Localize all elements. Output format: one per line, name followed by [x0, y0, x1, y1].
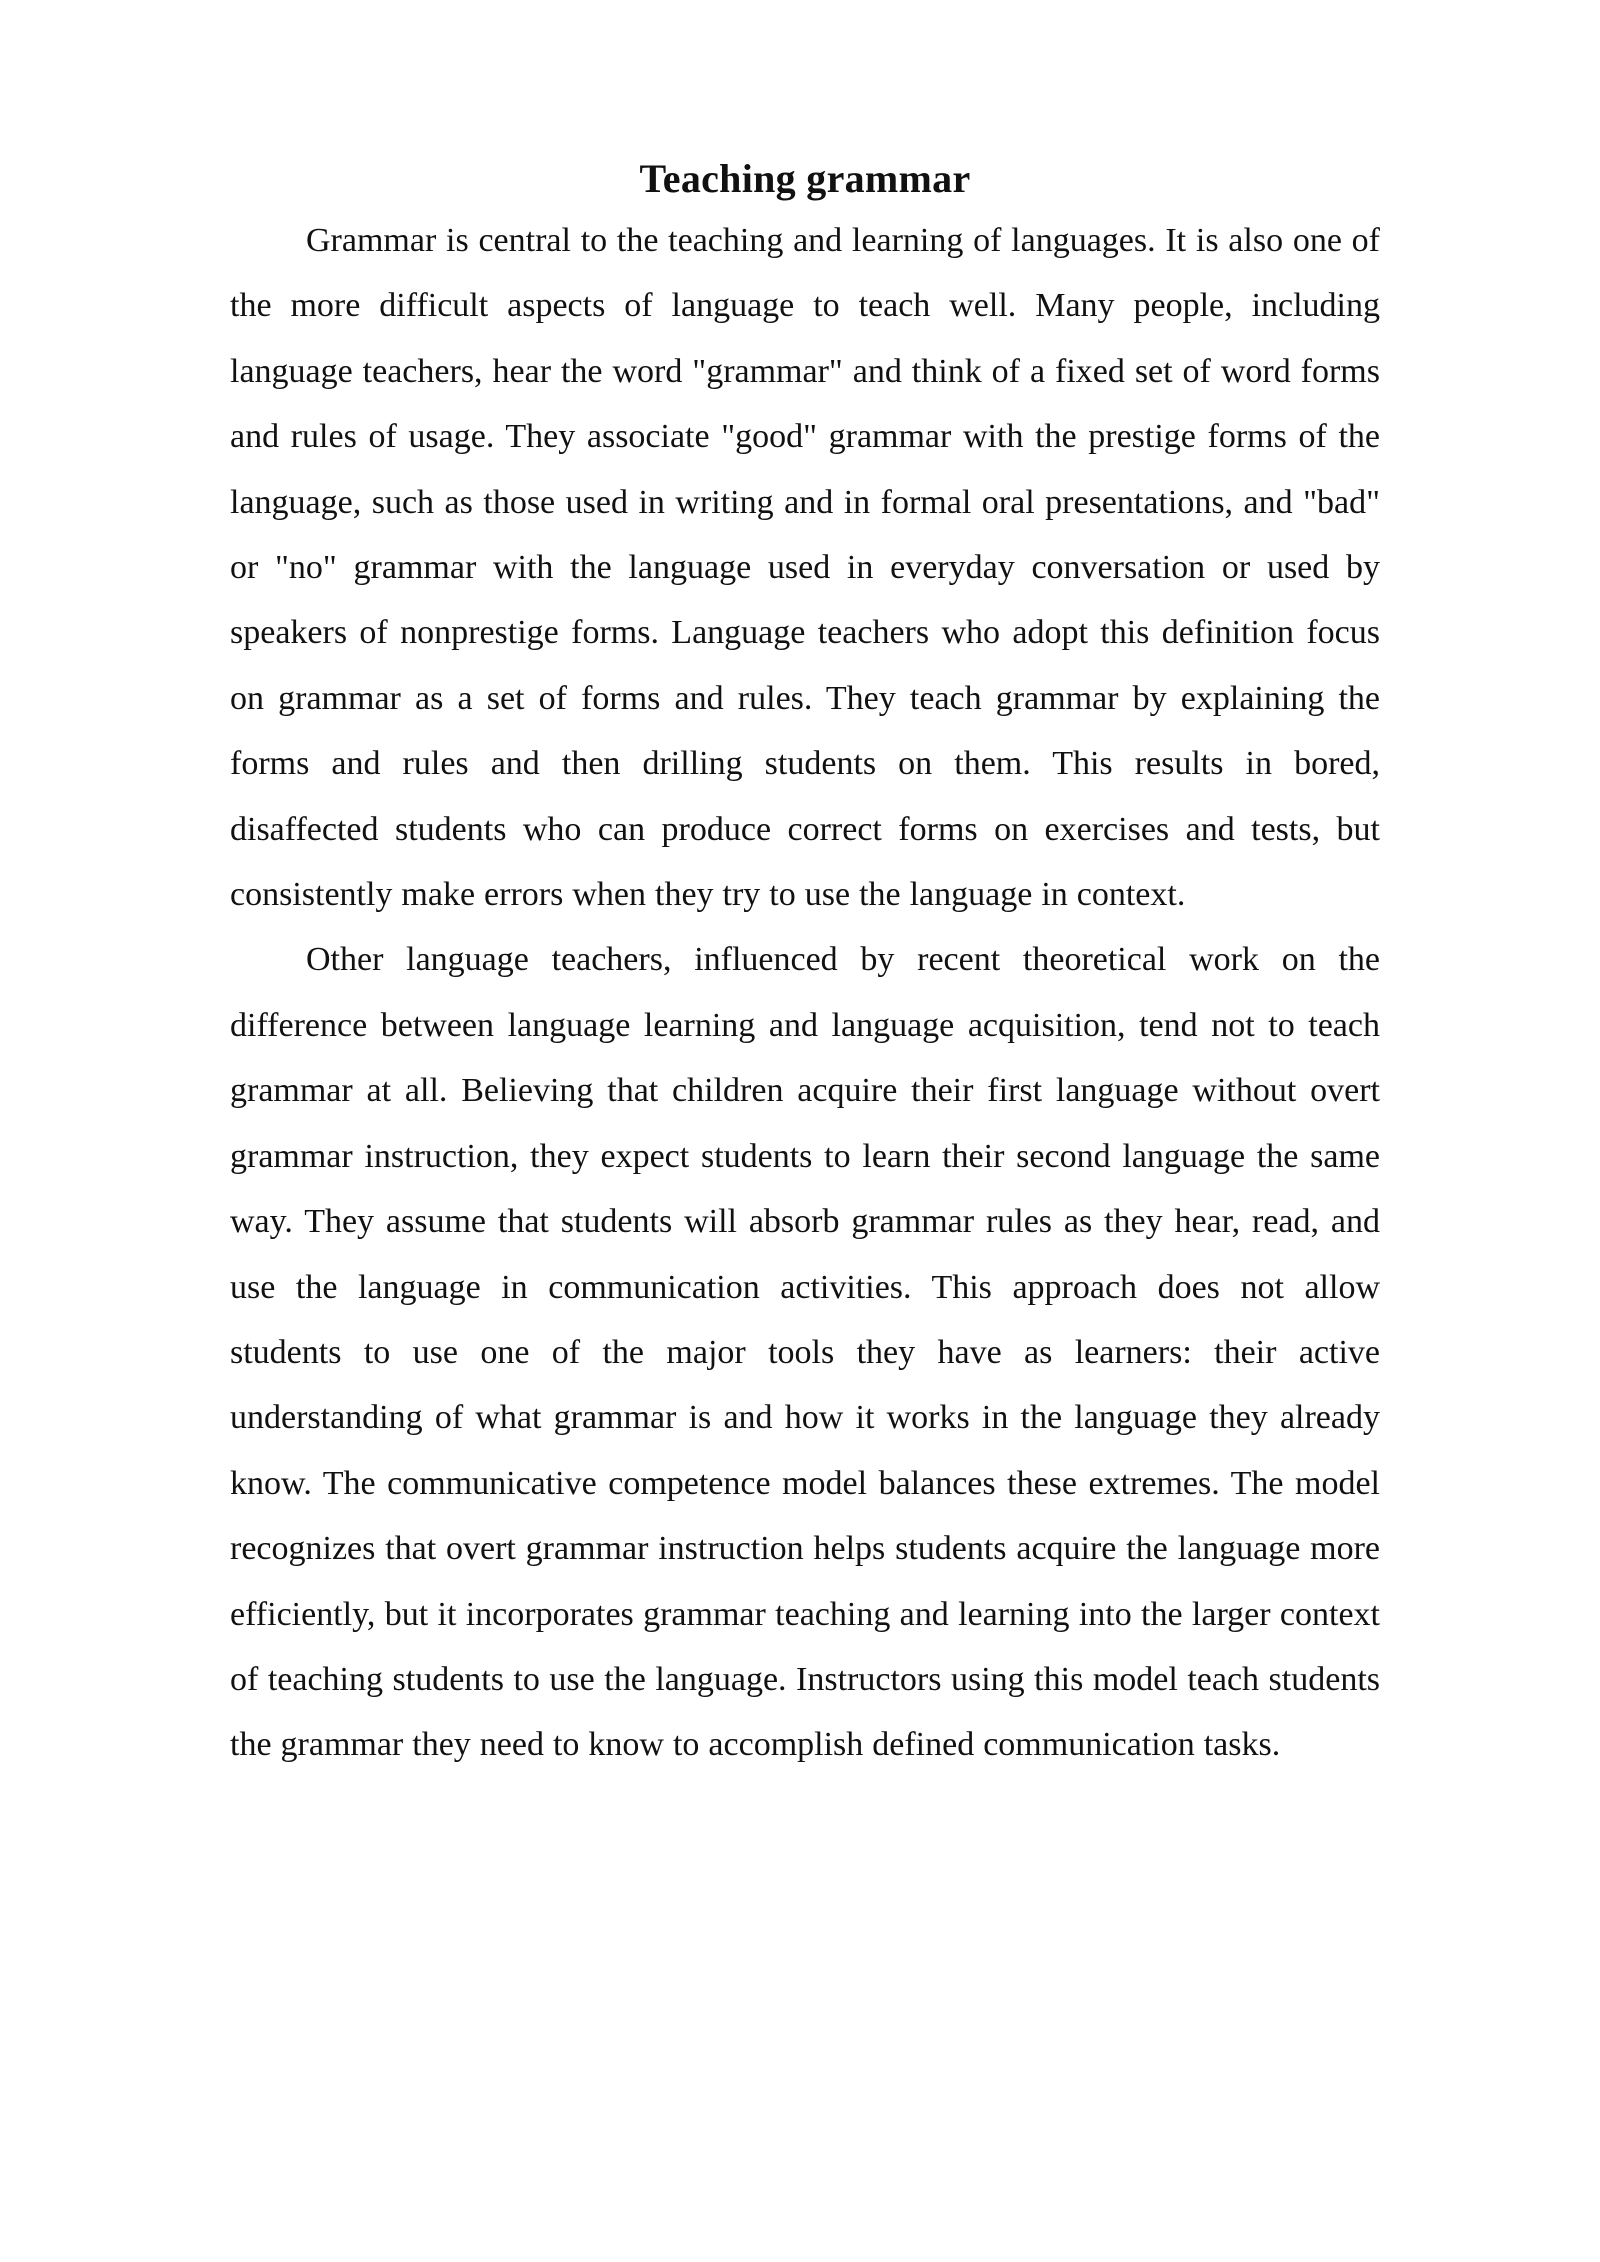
paragraph-1: Grammar is central to the teaching and learning of languages. It is also one of the more difficult aspects of language to teach well. Many people, including language teachers, hear the word "grammar" and think of a fixed set of word forms and rules of usage. They associate "good" grammar with the prestige forms of the language, such as those used in writing and in formal oral presentations, and "bad" or "no" grammar with the language used in everyday conversation or used by speakers of nonprestige forms. Language teachers who adopt this definition focus on grammar as a set of forms and rules. They teach grammar by explaining the forms and rules and then drilling students on them. This results in bored, disaffected students who can produce correct forms on exercises and tests, but consistently make errors when they try to use the language in context.: [230, 222, 1380, 914]
document-body: [230, 150, 1380, 1778]
document-title: Teaching grammar: [639, 156, 971, 201]
paragraph-2: Other language teachers, influenced by recent theoretical work on the difference between language learning and language acquisition, tend not to teach grammar at all. Believing that children acquire their first language without overt grammar instruction, they expect students to learn their second language the same way. They assume that students will absorb grammar rules as they hear, read, and use the language in communication activities. This approach does not allow students to use one of the major tools they have as learners: their active understanding of what grammar is and how it works in the language they already know. The communicative competence model balances these extremes. The model recognizes that overt grammar instruction helps students acquire the language more efficiently, but it incorporates grammar teaching and learning into the larger context of teaching students to use the language. Instructors using this model teach students the grammar they need to know to accomplish defined communication tasks.: [230, 941, 1380, 1764]
